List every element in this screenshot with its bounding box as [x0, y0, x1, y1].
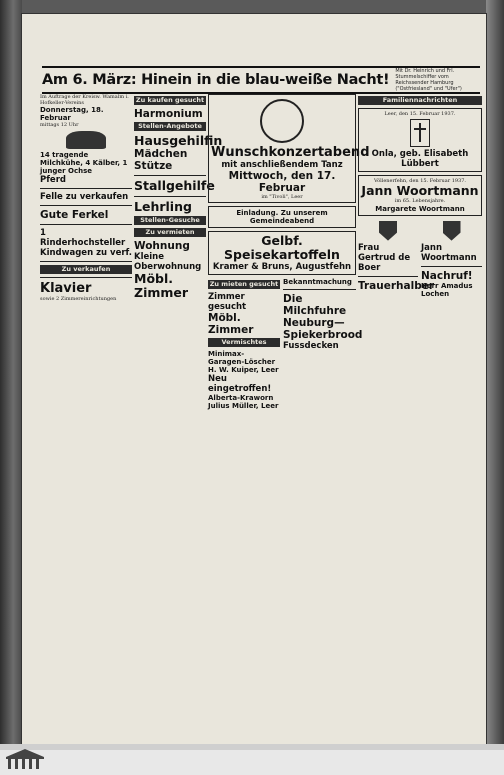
mourning-closure: Trauerhalber	[358, 279, 435, 292]
divider	[40, 188, 132, 189]
pram-ad: Kindwagen zu verf.	[40, 247, 133, 258]
auction-time: mittags 12 Uhr	[40, 122, 79, 129]
furnished-wanted-ad: Möbl. Zimmer	[208, 312, 254, 337]
obituary-2	[358, 175, 482, 215]
stable-hand-ad: Stallgehilfe	[134, 178, 215, 193]
mourner-name: Margarete Woortmann	[375, 204, 465, 213]
concert-date: Mittwoch, den 17. Februar	[228, 170, 336, 194]
emblem-icon	[260, 99, 304, 143]
extinguisher-ad: Minimax-Garagen-Löscher	[208, 350, 276, 367]
invitation-title: Einladung. Zu unserem Gemeindeabend	[236, 209, 328, 226]
boer-name: Frau Gertrud de Boer	[358, 242, 411, 273]
col3-left	[208, 278, 280, 410]
misc-header: Vermischtes	[208, 338, 280, 347]
potato-title: Gelbf. Speisekartoffeln	[224, 233, 340, 263]
apprentice-ad: Lehrling	[134, 199, 192, 214]
library-logo	[4, 747, 46, 771]
col4-left	[358, 219, 435, 298]
obituary-tribute: Nachruf!	[421, 269, 473, 282]
divider	[421, 266, 482, 267]
cow-illustration	[66, 131, 106, 149]
job-search-header: Stellen-Gesuche	[134, 216, 206, 225]
jobs-header: Stellen-Angebote	[134, 122, 206, 131]
deceased-name: Onla, geb. Elisabeth Lübbert	[371, 149, 469, 170]
page-edge	[486, 0, 504, 775]
flat-ad: Wohnung	[134, 240, 190, 252]
book-spine	[0, 0, 22, 775]
girl-ad: Mädchen	[134, 148, 188, 160]
divider	[134, 175, 206, 176]
headline-banner	[42, 66, 480, 94]
shield-icon	[443, 221, 461, 241]
maid-ad: Hausgehilfin	[134, 133, 223, 148]
rent-header: Zu vermieten	[134, 228, 206, 237]
piano-ad: Klavier	[40, 280, 92, 296]
column-4	[358, 94, 482, 736]
auction-animals: 14 tragende Milchkühe, 4 Kälber, 1 junger Ochse	[40, 150, 128, 175]
cross-icon	[410, 119, 430, 147]
obituary-date: Leer, den 15. Februar 1937.	[384, 111, 456, 117]
horse-title: Pferd	[40, 174, 66, 185]
divider	[134, 196, 206, 197]
arrival-ad: Neu eingetroffen!	[208, 374, 272, 395]
auction-date: Donnerstag, 18. Februar	[40, 106, 104, 123]
divider	[40, 205, 132, 206]
fur-sale: Felle zu verkaufen	[40, 191, 129, 202]
concert-ad	[208, 94, 370, 203]
divider	[358, 276, 418, 277]
col4-split	[358, 219, 482, 298]
shield-icon	[379, 221, 397, 241]
announcement-title: Bekanntmachung	[283, 278, 352, 287]
furnished-room-ad: Möbl. Zimmer	[134, 271, 189, 300]
upper-flat-ad: Kleine Oberwohnung	[134, 252, 202, 272]
col3-split	[208, 278, 363, 411]
wagon-ad: Alberta-Kraworn	[208, 394, 274, 403]
kuiper-firm: H. W. Kuiper, Leer	[208, 366, 279, 375]
concert-subtitle: mit anschließendem Tanz	[221, 160, 343, 170]
banner-headline: Am 6. März: Hinein in die blau-weiße Nacht!	[42, 72, 390, 88]
obituary-1	[358, 108, 482, 172]
woortmann-name: Jann Woortmann	[421, 242, 477, 263]
wanted-rent-header: Zu mieten gesucht	[209, 280, 279, 289]
potato-ad	[208, 231, 356, 275]
for-sale-header: Zu verkaufen	[40, 265, 132, 274]
obituary-date-2: Völlenerfehn, den 15. Februar 1937.	[373, 178, 467, 185]
divider	[40, 277, 132, 278]
viewer-footer	[0, 744, 504, 775]
col3-right	[283, 278, 363, 410]
milk-transport-ad: Die Milchfuhre Neuburg—Spiekerbrood	[283, 293, 363, 342]
wanted-header: Zu kaufen gesucht	[135, 96, 205, 104]
potato-firm: Kramer & Bruns, Augustfehn	[212, 262, 352, 273]
column-3	[208, 94, 370, 736]
banner-subtext: Mit Dr. Heinrich und Frl. Stummelschiffer vom Reichssender Hamburg ("Ostfriesland" und "Ufer")	[395, 68, 462, 92]
invitation-ad	[208, 206, 356, 228]
column-2	[134, 94, 223, 736]
cattle-ad: 1 Rinderhochsteller	[40, 227, 126, 248]
deceased-age: im 65. Lebensjahre.	[394, 198, 446, 205]
divider	[283, 289, 356, 290]
helper-ad: Stütze	[134, 160, 173, 172]
piano-sub: sowie 2 Zimmereinrichtungen	[40, 295, 117, 302]
piglets-ad: Gute Ferkel	[40, 208, 109, 221]
divider	[40, 261, 132, 262]
divider	[40, 224, 132, 225]
tribute-name: Herr Amadus Lochen	[421, 281, 473, 298]
auction-notice	[40, 94, 132, 185]
mueller-firm: Julius Müller, Leer	[208, 402, 279, 411]
notice-intro: Im Auftrage der Kreisw. Wamalm i. Hofkeller-Vereins	[40, 94, 129, 107]
newspaper-page	[22, 14, 486, 744]
concert-venue: im "Tivoli", Leer	[261, 194, 303, 200]
concert-title: Wunschkonzertabend	[211, 145, 370, 160]
family-header: Familiennachrichten	[358, 96, 482, 105]
deceased-name-2: Jann Woortmann	[361, 183, 479, 199]
column-1	[40, 94, 132, 736]
col4-right	[421, 219, 482, 298]
harmonium-ad: Harmonium	[134, 108, 203, 120]
footer-strip	[0, 744, 504, 750]
blanket-ad: Fussdecken	[283, 341, 339, 352]
room-wanted-ad: Zimmer gesucht	[208, 292, 247, 313]
